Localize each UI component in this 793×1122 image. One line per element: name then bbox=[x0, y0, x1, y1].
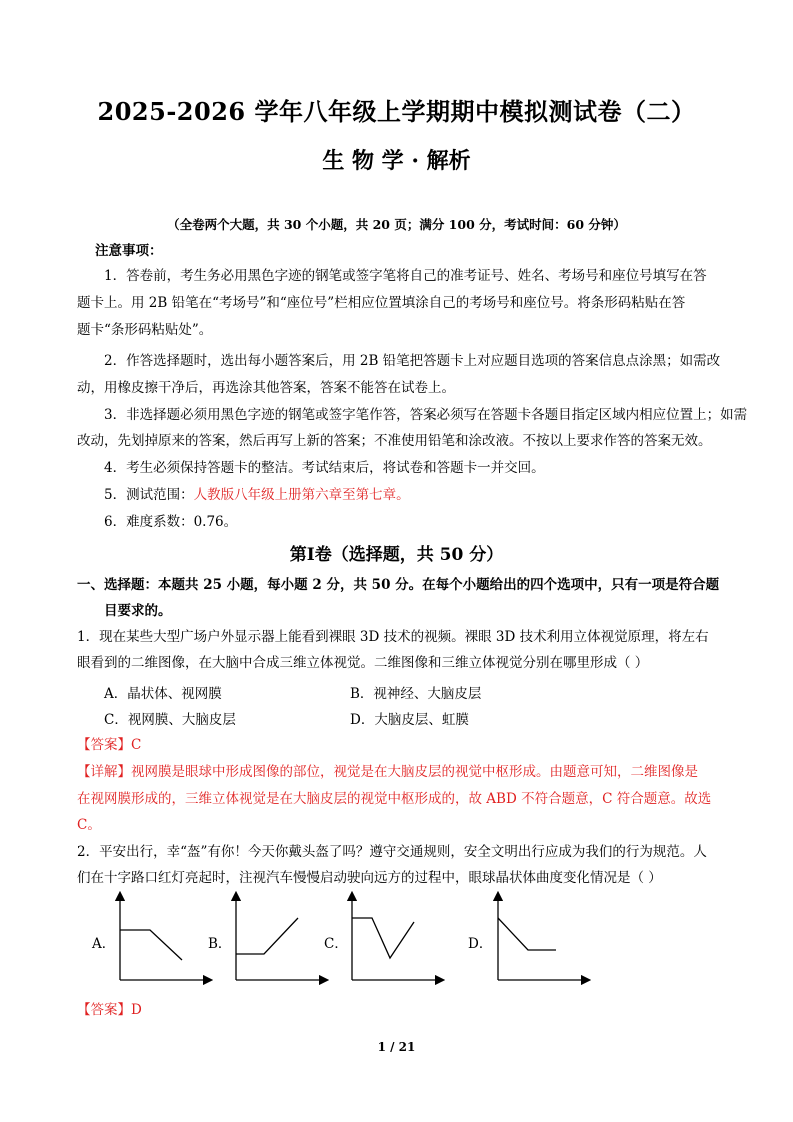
q2-graph-a bbox=[120, 896, 208, 980]
note-2-line-1: 2．作答选择题时，选出每小题答案后，用 2B 铅笔把答题卡上对应题目选项的答案信息点涂黑；如需改 bbox=[104, 353, 721, 369]
q1-detail-line-2: 在视网膜形成的，三维立体视觉是在大脑皮层的视觉中枢形成的，故 ABD 不符合题意，C 符合题意。故选 bbox=[77, 791, 712, 807]
q2-label-b: B． bbox=[208, 936, 232, 952]
note-2-line-2: 动，用橡皮擦干净后，再选涂其他答案，答案不能答在试卷上。 bbox=[77, 380, 455, 396]
q2-label-d: D． bbox=[468, 936, 493, 952]
q1-stem-line-1: 1．现在某些大型广场户外显示器上能看到裸眼 3D 技术的视频。裸眼 3D 技术利用立体视觉原理，将左右 bbox=[77, 629, 709, 645]
note-1-line-1: 1．答卷前，考生务必用黑色字迹的钢笔或签字笔将自己的准考证号、姓名、考场号和座位号填写在答 bbox=[104, 268, 707, 284]
note-1-line-2: 题卡上。用 2B 铅笔在“考场号”和“座位号”栏相应位置填涂自己的考场号和座位号。将条形码粘贴在答 bbox=[77, 295, 686, 311]
page-title: 2025-2026 学年八年级上学期期中模拟测试卷（二） bbox=[97, 97, 696, 126]
q2-graphs-svg bbox=[80, 888, 600, 988]
q1-option-d: D．大脑皮层、虹膜 bbox=[350, 712, 469, 728]
q1-option-c: C．视网膜、大脑皮层 bbox=[104, 712, 236, 728]
page-number: 1 / 21 bbox=[377, 1040, 416, 1054]
q1-detail-line-1: 【详解】视网膜是眼球中形成图像的部位，视觉是在大脑皮层的视觉中枢形成。由题意可知，二维图像是 bbox=[77, 764, 698, 780]
q2-stem-line-1: 2．平安出行，幸“盔”有你！今天你戴头盔了吗？遵守交通规则，安全文明出行应成为我们的行为规范。人 bbox=[77, 844, 707, 860]
exam-info: （全卷两个大题，共 30 个小题，共 20 页；满分 100 分，考试时间：60 分钟） bbox=[167, 217, 626, 232]
q2-graph-d bbox=[498, 896, 586, 980]
q1-option-b: B．视神经、大脑皮层 bbox=[350, 686, 482, 702]
note-5-prefix: 5．测试范围： bbox=[104, 487, 194, 503]
note-3-line-2: 改动，先划掉原来的答案，然后再写上新的答案；不准使用铅笔和涂改液。不按以上要求作答的答案无效。 bbox=[77, 433, 712, 449]
q1-option-a: A．晶状体、视网膜 bbox=[104, 686, 222, 702]
q2-answer: 【答案】D bbox=[77, 1002, 142, 1018]
note-1-line-3: 题卡“条形码粘贴处”。 bbox=[77, 322, 213, 338]
note-6: 6．难度系数：0.76。 bbox=[104, 514, 238, 530]
q1-stem-line-2: 眼看到的二维图像，在大脑中合成三维立体视觉。二维图像和三维立体视觉分别在哪里形成（ ） bbox=[77, 655, 649, 671]
note-4: 4．考生必须保持答题卡的整洁。考试结束后，将试卷和答题卡一并交回。 bbox=[104, 460, 545, 476]
q2-graph-c bbox=[352, 896, 440, 980]
test-range: 人教版八年级上册第六章至第七章。 bbox=[193, 487, 410, 503]
q1-detail-line-3: C。 bbox=[77, 817, 101, 833]
q2-stem-line-2: 们在十字路口红灯亮起时，注视汽车慢慢启动驶向远方的过程中，眼球晶状体曲度变化情况是（ ） bbox=[77, 870, 662, 886]
notes-heading: 注意事项： bbox=[95, 243, 163, 259]
q1-answer: 【答案】C bbox=[77, 737, 142, 753]
q2-label-c: C． bbox=[324, 936, 348, 952]
section-instruction-line-1: 一、选择题：本题共 25 小题，每小题 2 分，共 50 分。在每个小题给出的四个选项中，只有一项是符合题 bbox=[77, 577, 720, 593]
q2-graph-b bbox=[236, 896, 324, 980]
q2-label-a: A． bbox=[92, 936, 116, 952]
note-5 bbox=[104, 485, 754, 505]
q2-graph-options bbox=[80, 888, 600, 988]
page-subtitle: 生 物 学 · 解析 bbox=[322, 148, 471, 174]
note-3-line-1: 3．非选择题必须用黑色字迹的钢笔或签字笔作答，答案必须写在答题卡各题目指定区域内相应位置上；如需 bbox=[104, 407, 748, 423]
section-instruction-line-2: 目要求的。 bbox=[104, 603, 172, 619]
section-title: 第Ⅰ卷（选择题，共 50 分） bbox=[289, 545, 504, 565]
